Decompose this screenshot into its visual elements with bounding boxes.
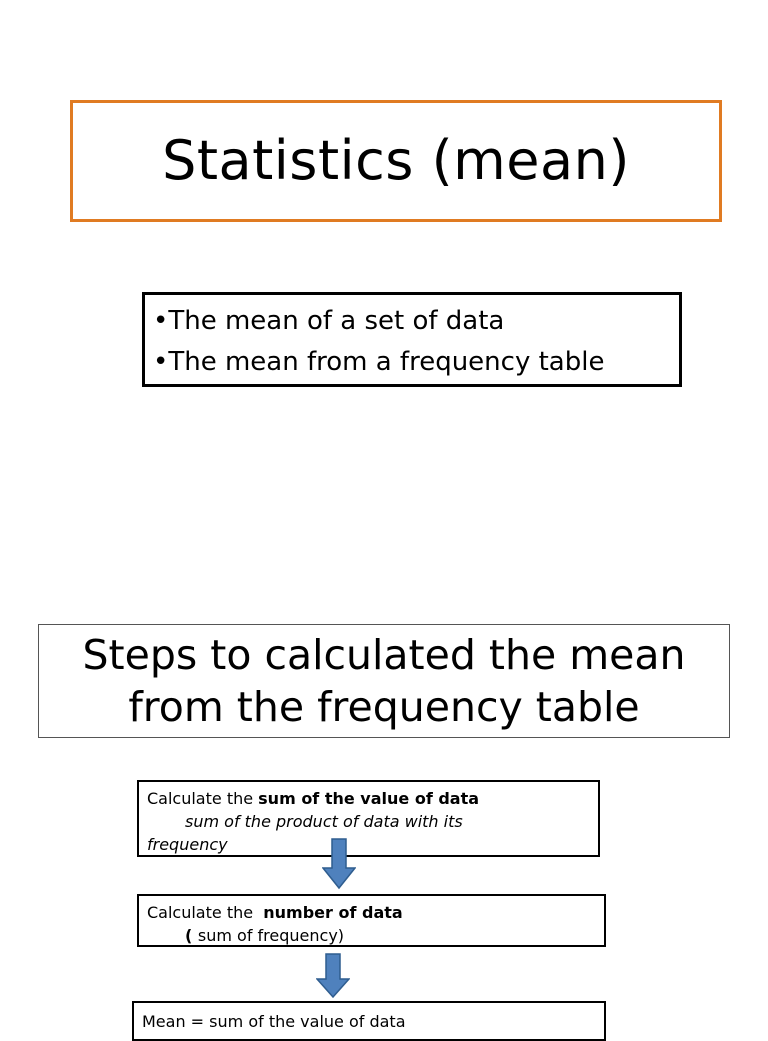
flow-step-1-prefix: Calculate the: [147, 789, 259, 808]
steps-heading-box: [38, 624, 730, 738]
flow-step-1-detail-2: frequency: [147, 835, 228, 854]
flow-step-1-line: [147, 787, 590, 810]
steps-heading-line-1: Steps to calculated the mean: [82, 631, 686, 679]
page-title: Statistics (mean): [162, 129, 630, 192]
flow-step-number-of-data: [137, 894, 606, 947]
flow-step-2-detail: ( sum of frequency): [185, 926, 345, 945]
steps-heading-line-2: from the frequency table: [128, 683, 640, 731]
topics-list: [142, 292, 682, 387]
flow-step-3-text: Mean = sum of the value of data: [142, 1012, 406, 1031]
flow-step-2-line: Calculate the number of data: [147, 903, 403, 922]
topic-item-mean-frequency-table: •The mean from a frequency table: [153, 347, 605, 377]
title-box: [70, 100, 722, 222]
flow-step-sum-of-data: [137, 780, 600, 857]
flow-step-1-bold: sum of the value of data: [258, 789, 480, 808]
down-arrow-icon: [316, 953, 350, 999]
flow-step-2-bold: number of data: [263, 903, 403, 922]
flow-step-mean-formula: [132, 1001, 606, 1041]
down-arrow-icon: [322, 838, 356, 890]
topic-item-mean-of-data: •The mean of a set of data: [153, 306, 505, 336]
flow-step-1-detail: sum of the product of data with its: [185, 812, 463, 831]
